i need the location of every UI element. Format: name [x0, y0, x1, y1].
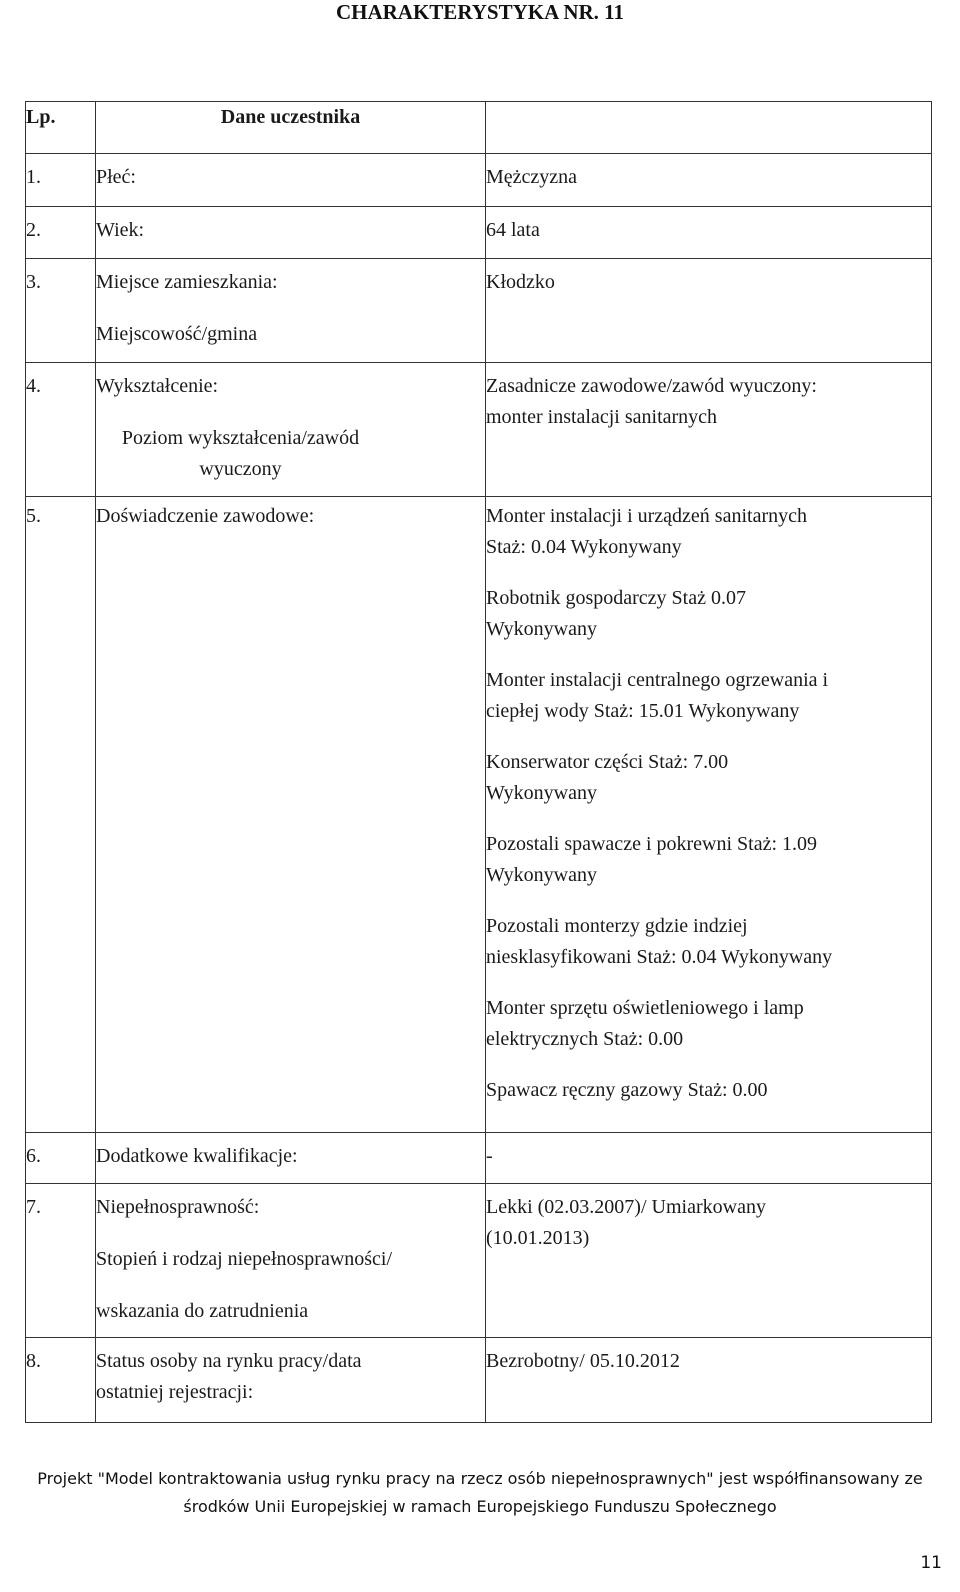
row-label [96, 207, 486, 259]
label-line: Dodatkowe kwalifikacje: [96, 1145, 298, 1167]
row-number-text: 2. [26, 219, 41, 241]
table-row [26, 1184, 932, 1338]
experience-line: Wykonywany [486, 782, 597, 804]
row-label [96, 154, 486, 207]
row-number [26, 497, 96, 1133]
label-line: Niepełnosprawność: [96, 1196, 260, 1218]
row-label [96, 259, 486, 363]
row-label [96, 1133, 486, 1184]
footer-line: Projekt "Model kontraktowania usług rynku pracy na rzecz osób niepełnosprawnych" jest współfinansowany ze [37, 1469, 923, 1488]
label-line: Doświadczenie zawodowe: [96, 505, 315, 527]
value-line: (10.01.2013) [486, 1227, 590, 1249]
label-line: Stopień i rodzaj niepełnosprawności/ [96, 1248, 393, 1270]
label-line: wskazania do zatrudnienia [96, 1300, 309, 1322]
row-number-text: 7. [26, 1196, 41, 1218]
experience-line: Monter sprzętu oświetleniowego i lamp [486, 997, 804, 1019]
value-line: monter instalacji sanitarnych [486, 406, 718, 428]
row-number [26, 207, 96, 259]
label-line: Wykształcenie: [96, 375, 219, 397]
experience-list [486, 497, 932, 1133]
header-dane-text: Dane uczestnika [220, 106, 361, 128]
value-line: Zasadnicze zawodowe/zawód wyuczony: [486, 375, 817, 397]
row-number [26, 259, 96, 363]
experience-line: Wykonywany [486, 618, 597, 640]
row-label [96, 1184, 486, 1338]
table-row [26, 154, 932, 207]
label-line: Płeć: [96, 166, 136, 188]
label-line: Miejscowość/gmina [96, 323, 258, 345]
page-footer [0, 1465, 960, 1521]
value-line: Mężczyzna [486, 166, 578, 188]
label-line: Status osoby na rynku pracy/data [96, 1350, 362, 1372]
table-row [26, 259, 932, 363]
value-line: 64 lata [486, 219, 540, 241]
row-value [486, 154, 932, 207]
row-number [26, 1338, 96, 1423]
participant-table [25, 101, 932, 1423]
label-line: Wiek: [96, 219, 145, 241]
value-line: Kłodzko [486, 271, 555, 293]
row-number-text: 3. [26, 271, 41, 293]
row-number [26, 154, 96, 207]
row-label [96, 497, 486, 1133]
table-row [26, 497, 932, 1133]
table-row [26, 1338, 932, 1423]
experience-item [486, 993, 931, 1055]
row-number-text: 1. [26, 166, 41, 188]
row-number [26, 1184, 96, 1338]
value-line: - [486, 1145, 493, 1167]
table-row [26, 207, 932, 259]
experience-line: Monter instalacji centralnego ogrzewania i [486, 669, 829, 691]
experience-line: Spawacz ręczny gazowy Staż: 0.00 [486, 1079, 768, 1101]
experience-line: Pozostali monterzy gdzie indziej [486, 915, 748, 937]
header-empty [486, 102, 932, 154]
row-number-text: 6. [26, 1145, 41, 1167]
experience-line: Konserwator części Staż: 7.00 [486, 751, 729, 773]
value-line: Bezrobotny/ 05.10.2012 [486, 1350, 680, 1372]
document-title: CHARAKTERYSTYKA NR. 11 [335, 0, 625, 24]
row-value [486, 363, 932, 497]
experience-line: Monter instalacji i urządzeń sanitarnych [486, 505, 807, 527]
experience-line: Wykonywany [486, 864, 597, 886]
row-number [26, 363, 96, 497]
experience-line: Staż: 0.04 Wykonywany [486, 536, 682, 558]
label-line: Poziom wykształcenia/zawód [121, 427, 360, 449]
row-number-text: 8. [26, 1350, 41, 1372]
row-number-text: 5. [26, 505, 41, 527]
experience-item [486, 829, 931, 891]
experience-item [486, 911, 931, 973]
label-line: ostatniej rejestracji: [96, 1381, 254, 1403]
row-number-text: 4. [26, 375, 41, 397]
value-line: Lekki (02.03.2007)/ Umiarkowany [486, 1196, 766, 1218]
experience-item [486, 501, 931, 563]
row-value [486, 1338, 932, 1423]
row-label [96, 1338, 486, 1423]
experience-item [486, 583, 931, 645]
row-value [486, 259, 932, 363]
experience-line: Pozostali spawacze i pokrewni Staż: 1.09 [486, 833, 818, 855]
experience-line: ciepłej wody Staż: 15.01 Wykonywany [486, 700, 800, 722]
row-value [486, 1184, 932, 1338]
experience-line: elektrycznych Staż: 0.00 [486, 1028, 684, 1050]
label-line: wyuczony [199, 458, 282, 480]
row-label [96, 363, 486, 497]
row-value [486, 207, 932, 259]
table-row [26, 1133, 932, 1184]
experience-item [486, 1075, 931, 1106]
footer-line: środków Unii Europejskiej w ramach Europejskiego Funduszu Społecznego [183, 1497, 777, 1516]
header-lp [26, 102, 96, 154]
experience-item [486, 665, 931, 727]
table-header-row [26, 102, 932, 154]
row-value [486, 1133, 932, 1184]
experience-line: niesklasyfikowani Staż: 0.04 Wykonywany [486, 946, 833, 968]
label-line: Miejsce zamieszkania: [96, 271, 278, 293]
experience-item [486, 747, 931, 809]
table-row [26, 363, 932, 497]
experience-line: Robotnik gospodarczy Staż 0.07 [486, 587, 746, 609]
page-number: 11 [920, 1553, 942, 1573]
row-number [26, 1133, 96, 1184]
header-lp-text: Lp. [26, 106, 56, 128]
header-dane [96, 102, 486, 154]
